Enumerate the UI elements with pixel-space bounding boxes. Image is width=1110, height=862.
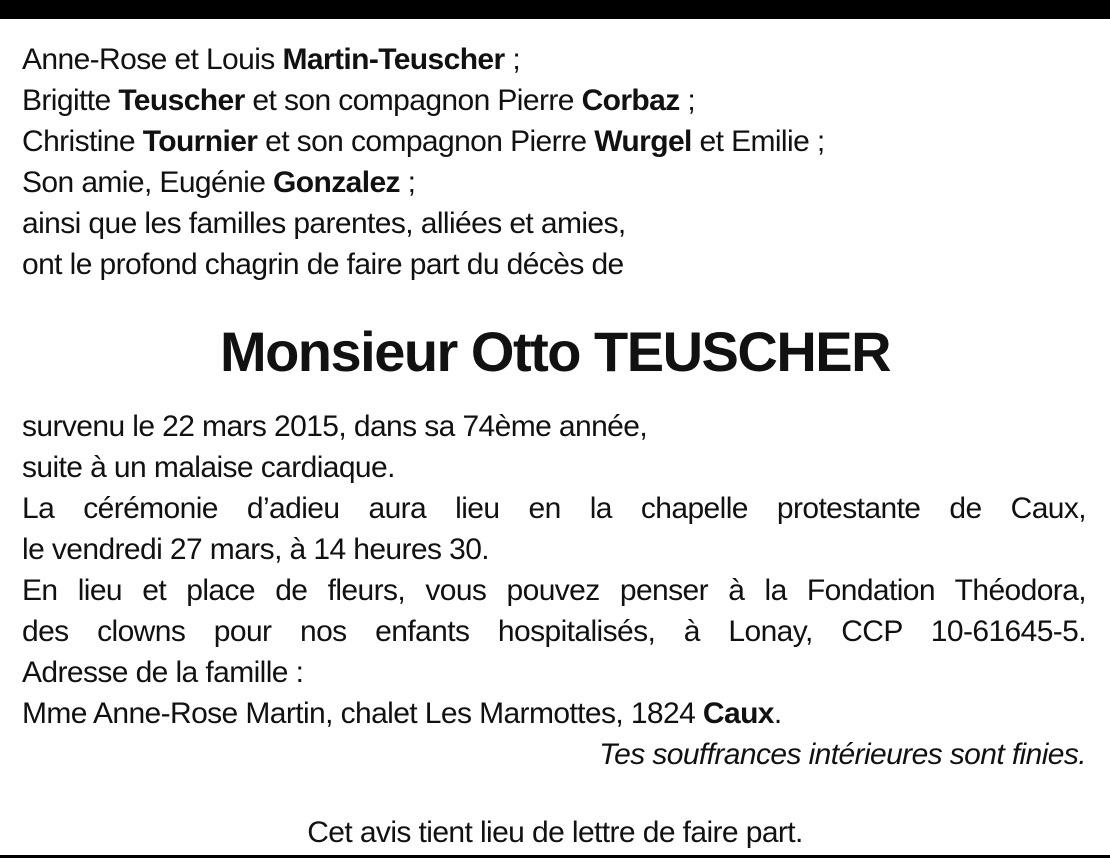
top-border [0, 0, 1110, 19]
family-text: ainsi que les familles parentes, alliées et amies, [22, 207, 626, 240]
family-text: Son amie, Eugénie [22, 166, 274, 199]
ceremony-line: La cérémonie d’adieu aura lieu en la chapelle protestante de Caux, [22, 492, 1086, 525]
family-text: ; [504, 43, 521, 76]
address-place: Caux [702, 697, 774, 730]
donation-line: En lieu et place de fleurs, vous pouvez penser à la Fondation Théodora, [22, 574, 1086, 607]
cause-line: suite à un malaise cardiaque. [22, 451, 395, 484]
family-line [22, 162, 1086, 203]
family-surname: Wurgel [594, 125, 692, 158]
family-surname: Martin-Teuscher [282, 43, 505, 76]
family-text: et Emilie ; [691, 125, 825, 158]
notice-details [22, 406, 1086, 775]
family-text: ont le profond chagrin de faire part du décès de [22, 248, 624, 281]
ceremony-date-line: le vendredi 27 mars, à 14 heures 30. [22, 533, 490, 566]
family-surname: Tournier [142, 125, 258, 158]
family-text: Anne-Rose et Louis [22, 43, 283, 76]
address-text: Mme Anne-Rose Martin, chalet Les Marmottes, 1824 [22, 697, 703, 730]
family-announcement [22, 39, 1086, 285]
family-text: Brigitte [22, 84, 119, 117]
address-label: Adresse de la famille : [22, 656, 304, 689]
address-line [22, 693, 1086, 734]
family-line [22, 121, 1086, 162]
quote-line: Tes souffrances intérieures sont finies. [599, 738, 1086, 771]
donation-detail-line: des clowns pour nos enfants hospitalisés, à Lonay, CCP 10-61645-5. [22, 615, 1086, 648]
family-line [22, 39, 1086, 80]
deceased-name: Monsieur Otto TEUSCHER [219, 320, 891, 383]
family-line [22, 244, 1086, 285]
closing-note: Cet avis tient lieu de lettre de faire part. [307, 816, 803, 849]
family-text: Christine [22, 125, 143, 158]
family-text: et son compagnon Pierre [244, 84, 582, 117]
family-line [22, 203, 1086, 244]
family-text: ; [399, 166, 416, 199]
bottom-border [0, 855, 1110, 858]
family-text: ; [679, 84, 696, 117]
family-surname: Teuscher [118, 84, 245, 117]
death-line: survenu le 22 mars 2015, dans sa 74ème année, [22, 410, 648, 443]
family-surname: Gonzalez [273, 166, 400, 199]
family-text: et son compagnon Pierre [257, 125, 595, 158]
family-surname: Corbaz [581, 84, 680, 117]
family-line [22, 80, 1086, 121]
address-end: . [773, 697, 782, 730]
